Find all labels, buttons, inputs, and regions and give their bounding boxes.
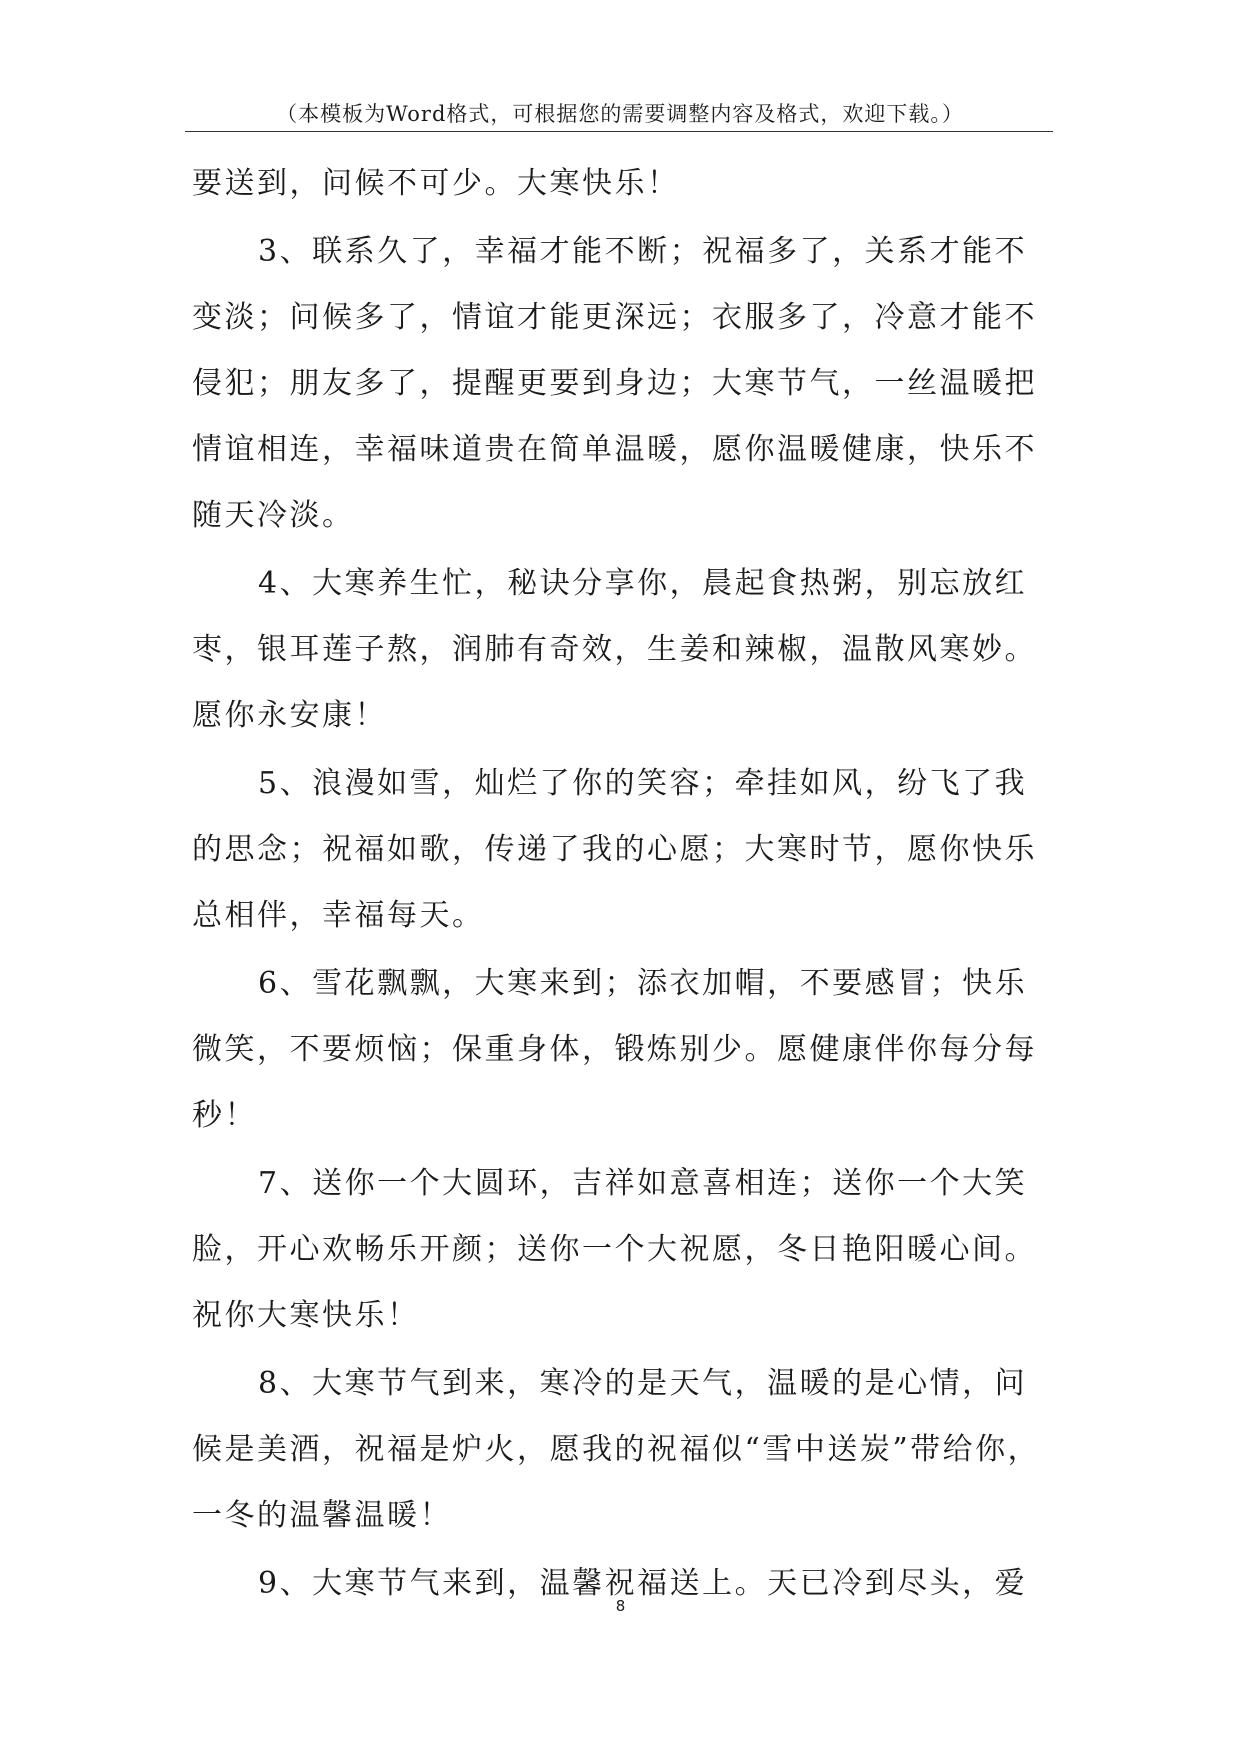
header-divider: [185, 131, 1053, 132]
header-note: （本模板为Word格式，可根据您的需要调整内容及格式，欢迎下载。）: [276, 102, 964, 126]
paragraph-line: 4、大寒养生忙，秘诀分享你，晨起食热粥，别忘放红: [258, 566, 1028, 601]
paragraph-line: 情谊相连，幸福味道贵在简单温暖，愿你温暖健康，快乐不: [192, 432, 1037, 467]
paragraph-line: 侵犯；朋友多了，提醒更要到身边；大寒节气，一丝温暖把: [192, 366, 1037, 401]
paragraph-line: 6、雪花飘飘，大寒来到；添衣加帽，不要感冒；快乐: [258, 966, 1028, 1001]
paragraph-line: 秒！: [192, 1098, 257, 1133]
paragraph-line: 愿你永安康！: [192, 698, 387, 733]
paragraph-line: 祝你大寒快乐！: [192, 1298, 420, 1333]
paragraph-line: 候是美酒，祝福是炉火，愿我的祝福似“雪中送炭”带给你，: [192, 1432, 1041, 1467]
paragraph-line: 要送到，问候不可少。大寒快乐！: [192, 166, 680, 201]
page-number: 8: [615, 1597, 626, 1615]
paragraph-line: 微笑，不要烦恼；保重身体，锻炼别少。愿健康伴你每分每: [192, 1032, 1037, 1067]
paragraph-line: 随天冷淡。: [192, 498, 355, 533]
paragraph-line: 一冬的温馨温暖！: [192, 1498, 452, 1533]
paragraph-line: 脸，开心欢畅乐开颜；送你一个大祝愿，冬日艳阳暖心间。: [192, 1232, 1037, 1267]
paragraph-line: 的思念；祝福如歌，传递了我的心愿；大寒时节，愿你快乐: [192, 832, 1037, 867]
paragraph-line: 变淡；问候多了，情谊才能更深远；衣服多了，冷意才能不: [192, 300, 1037, 335]
body-text: [192, 151, 1072, 1617]
paragraph-line: 枣，银耳莲子熬，润肺有奇效，生姜和辣椒，温散风寒妙。: [192, 632, 1037, 667]
paragraph-line: 5、浪漫如雪，灿烂了你的笑容；牵挂如风，纷飞了我: [258, 766, 1028, 801]
paragraph-line: 3、联系久了，幸福才能不断；祝福多了，关系才能不: [258, 234, 1028, 269]
paragraph-line: 7、送你一个大圆环，吉祥如意喜相连；送你一个大笑: [258, 1166, 1028, 1201]
paragraph-line: 9、大寒节气来到，温馨祝福送上。天已冷到尽头，爱: [258, 1566, 1028, 1601]
paragraph-line: 总相伴，幸福每天。: [192, 898, 485, 933]
paragraph-line: 8、大寒节气到来，寒冷的是天气，温暖的是心情，问: [258, 1366, 1028, 1401]
